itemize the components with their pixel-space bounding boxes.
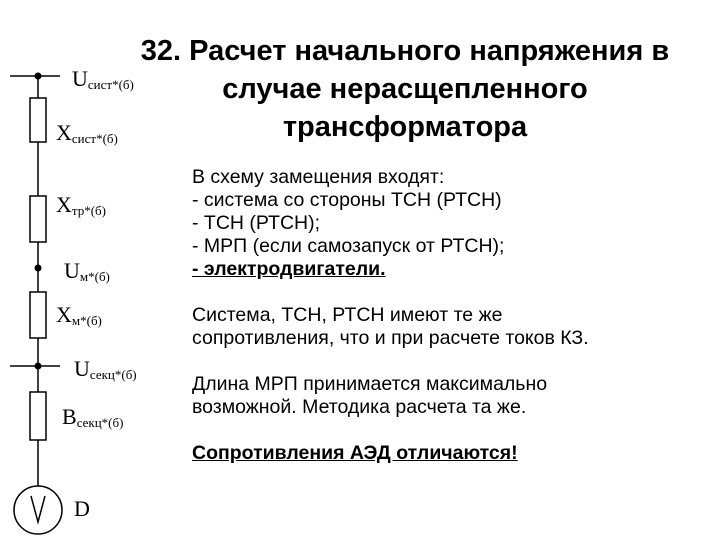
resistor-x-sist <box>30 98 46 142</box>
slide-title <box>100 32 710 146</box>
label-motor-d: D <box>74 496 90 521</box>
label-b-sekts: Bсекц*(б) <box>62 404 124 430</box>
node-u-m <box>35 265 42 272</box>
label-x-sist: Xсист*(б) <box>56 120 118 146</box>
title-line: трансформатора <box>282 111 528 143</box>
label-u-sekts: Uсекц*(б) <box>74 356 137 382</box>
list-item-emphasis: - электродвигатели. <box>192 258 386 280</box>
list-item: - МРП (если самозапуск от РТСН); <box>192 235 505 257</box>
label-u-sist: Uсист*(б) <box>72 66 134 92</box>
paragraph-gap <box>192 419 712 442</box>
resistor-x-tr <box>30 196 46 242</box>
conclusion-text: Сопротивления АЭД отличаются! <box>192 442 518 464</box>
node-u-sekts <box>35 363 42 370</box>
slide-body <box>192 166 712 465</box>
paragraph-gap <box>192 281 712 304</box>
motor-symbol <box>14 486 62 534</box>
resistor-x-m <box>30 292 46 338</box>
label-x-m: Xм*(б) <box>56 302 102 328</box>
paragraph-line: Система, ТСН, РТСН имеют те же <box>192 304 503 326</box>
list-item: - ТСН (РТСН); <box>192 212 321 234</box>
label-x-tr: Xтр*(б) <box>56 192 107 218</box>
paragraph-line: возможной. Методика расчета та же. <box>192 396 527 418</box>
resistor-b-sekts <box>30 392 46 440</box>
title-line: случае нерасщепленного <box>222 73 588 105</box>
label-u-m: Uм*(б) <box>64 258 110 284</box>
paragraph-gap <box>192 350 712 373</box>
intro-text: В схему замещения входят: <box>192 166 445 188</box>
title-line: 32. Расчет начального напряжения в <box>140 35 670 67</box>
paragraph-line: Длина МРП принимается максимально <box>192 373 548 395</box>
paragraph-line: сопротивления, что и при расчете токов КЗ. <box>192 327 589 349</box>
list-item: - система со стороны ТСН (РТСН) <box>192 189 502 211</box>
